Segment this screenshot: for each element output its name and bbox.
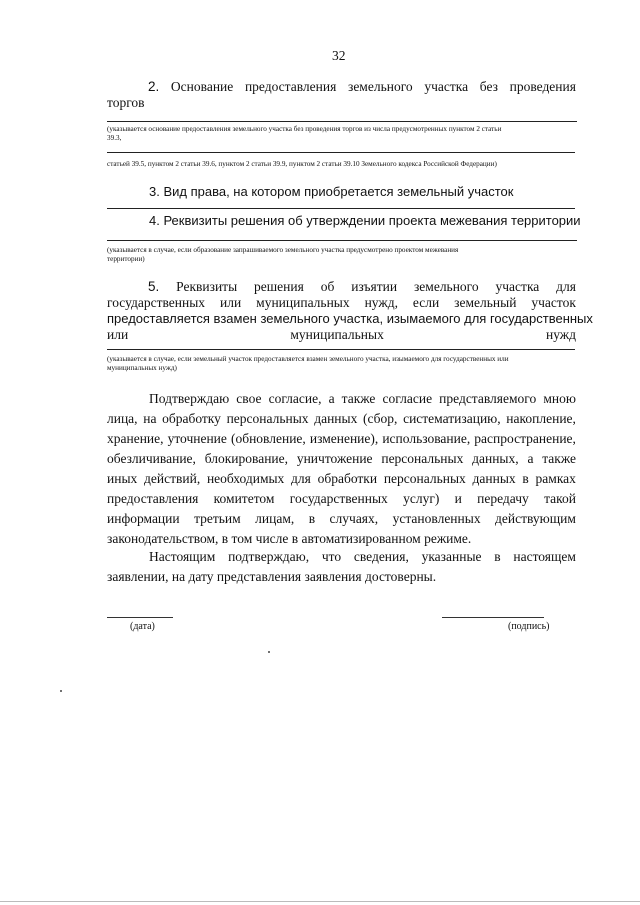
text-word: для	[291, 471, 311, 486]
text-word: блокирование,	[204, 451, 289, 466]
text-word: государственных	[107, 295, 206, 310]
text-word: если	[412, 295, 440, 310]
page-number: 32	[332, 48, 346, 63]
section-2-fill-line-1	[107, 121, 577, 122]
section-4-note-2: территории)	[107, 255, 145, 263]
text-word: согласие,	[268, 391, 322, 406]
section-2-note-1: (указывается основание предоставления земельного участка без проведения торгов из числа предусмотренных пунктом 2 статьи	[107, 125, 502, 133]
section-5-note-1: (указывается в случае, если земельный участок предоставляется взамен земельного участка, изымаемого для государственных или	[107, 355, 509, 363]
consent-line-4	[107, 450, 576, 470]
text-word: проведения	[509, 79, 576, 94]
text-word: без	[479, 79, 498, 94]
text-word: информации	[107, 511, 180, 526]
section-5-line-3: предоставляется взамен земельного участка, изымаемого для государственных	[107, 311, 593, 326]
page-bottom-edge	[0, 901, 640, 902]
section-2-heading	[148, 78, 576, 96]
text-word: случаях,	[329, 511, 379, 526]
text-word: Основание	[170, 79, 234, 94]
text-word: что	[321, 549, 342, 564]
text-word: систематизацию,	[403, 411, 501, 426]
text-word: а	[527, 451, 534, 466]
text-word: указанные	[421, 549, 482, 564]
section-5-fill-line	[107, 349, 575, 350]
consent-paragraph	[107, 390, 576, 550]
text-word: обработку	[162, 411, 221, 426]
text-word: решения	[254, 279, 304, 294]
section-3-heading: 3. Вид права, на котором приобретается земельный участок	[149, 184, 514, 199]
text-word: земельного	[347, 79, 413, 94]
text-word: установленных	[392, 511, 481, 526]
text-word: комитетом	[213, 491, 275, 506]
text-word: также	[542, 451, 576, 466]
section-2-number: 2.	[148, 79, 160, 94]
text-word: использование,	[382, 431, 471, 446]
text-word: обезличивание,	[107, 451, 196, 466]
consent-line-6	[107, 490, 576, 510]
text-word: Реквизиты	[176, 279, 238, 294]
text-word: 5.	[148, 279, 160, 294]
text-word: также	[341, 391, 376, 406]
text-word: хранение,	[107, 431, 164, 446]
section-2-note-3: статьей 39.5, пунктом 2 статьи 39.6, пунктом 2 статьи 39.9, пунктом 2 статьи 39.10 Земельного кодекса Российской Федерации)	[107, 160, 497, 168]
text-word: данных,	[472, 451, 519, 466]
confirm-paragraph	[107, 548, 576, 588]
text-word: участка	[424, 79, 469, 94]
text-word: (сбор,	[363, 411, 398, 426]
section-2-fill-line-2	[107, 152, 575, 153]
text-word: муниципальных	[256, 295, 350, 310]
text-word: настоящем	[513, 549, 576, 564]
confirm-line-1	[107, 548, 576, 568]
section-5-note-2: муниципальных нужд)	[107, 364, 177, 372]
text-word: лицам,	[255, 511, 295, 526]
text-word: или	[220, 295, 242, 310]
text-word: земельный	[454, 295, 517, 310]
text-word: в	[308, 511, 316, 526]
scan-speck	[268, 651, 270, 653]
text-word: лица,	[107, 411, 138, 426]
text-word: участка	[495, 279, 540, 294]
text-word: персональных	[381, 451, 464, 466]
text-word: изъятии	[351, 279, 398, 294]
text-word: представляемого	[439, 391, 537, 406]
text-word: услуг)	[403, 491, 440, 506]
text-word: необходимых	[206, 471, 285, 486]
text-word: нужд	[546, 327, 576, 342]
text-word: государственных	[289, 491, 388, 506]
text-word: иных	[107, 471, 138, 486]
section-4-note-1: (указывается в случае, если образование запрашиваемого земельного участка предусмотрено проектом межевания	[107, 246, 459, 254]
section-2-line-1	[148, 78, 576, 96]
text-word: изменение),	[309, 431, 379, 446]
text-word: и	[454, 491, 462, 506]
text-word: земельного	[413, 279, 479, 294]
section-4-fill-line	[107, 240, 577, 241]
text-word: мною	[543, 391, 576, 406]
text-word: предоставления	[107, 491, 199, 506]
consent-line-5	[107, 470, 576, 490]
section-3-fill-line	[107, 208, 575, 209]
section-2-note-2: 39.3,	[107, 134, 122, 142]
text-word: распространение,	[474, 431, 576, 446]
text-word: (обновление,	[230, 431, 306, 446]
text-word: подтверждаю,	[228, 549, 310, 564]
text-word: в	[494, 549, 501, 564]
text-word: Подтверждаю	[149, 391, 230, 406]
confirm-line-2: заявлении, на дату представления заявления достоверны.	[107, 569, 437, 584]
text-word: уточнение	[167, 431, 227, 446]
text-word: согласие	[382, 391, 433, 406]
signature-label: (подпись)	[508, 621, 550, 632]
text-word: в	[522, 471, 529, 486]
text-word: передачу	[477, 491, 529, 506]
text-word: действий,	[144, 471, 201, 486]
text-word: участок	[531, 295, 576, 310]
text-word: нужд,	[364, 295, 398, 310]
scan-speck	[60, 690, 62, 692]
text-word: сведения,	[353, 549, 409, 564]
signature-fill-line	[442, 617, 544, 618]
text-word: Настоящим	[149, 549, 216, 564]
text-word: на	[143, 411, 157, 426]
text-word: предоставления	[244, 79, 337, 94]
section-4-heading: 4. Реквизиты решения об утверждении проекта межевания территории	[149, 213, 581, 228]
date-fill-line	[107, 617, 173, 618]
section-5-line-4	[107, 326, 576, 344]
text-word: персональных	[226, 411, 309, 426]
consent-line-1	[107, 390, 576, 410]
consent-line-3	[107, 430, 576, 450]
text-word: персональных	[383, 471, 466, 486]
text-word: свое	[236, 391, 262, 406]
date-label: (дата)	[130, 621, 155, 632]
text-word: действующим	[495, 511, 576, 526]
text-word: такой	[544, 491, 576, 506]
text-word: накопление,	[506, 411, 576, 426]
text-word: данных	[314, 411, 358, 426]
text-word: или	[107, 327, 129, 342]
section-2-line-2: торгов	[107, 95, 145, 110]
consent-line-8: законодательством, в том числе в автоматизированном режиме.	[107, 531, 472, 546]
text-word: рамках	[535, 471, 576, 486]
text-word: уничтожение	[296, 451, 373, 466]
text-word: для	[556, 279, 576, 294]
text-word: данных	[472, 471, 516, 486]
text-word: обработки	[317, 471, 378, 486]
text-word: третьим	[194, 511, 241, 526]
text-word: об	[320, 279, 335, 294]
text-word: муниципальных	[290, 327, 384, 342]
consent-line-7	[107, 510, 576, 530]
text-word: а	[328, 391, 335, 406]
consent-line-2	[107, 410, 576, 430]
